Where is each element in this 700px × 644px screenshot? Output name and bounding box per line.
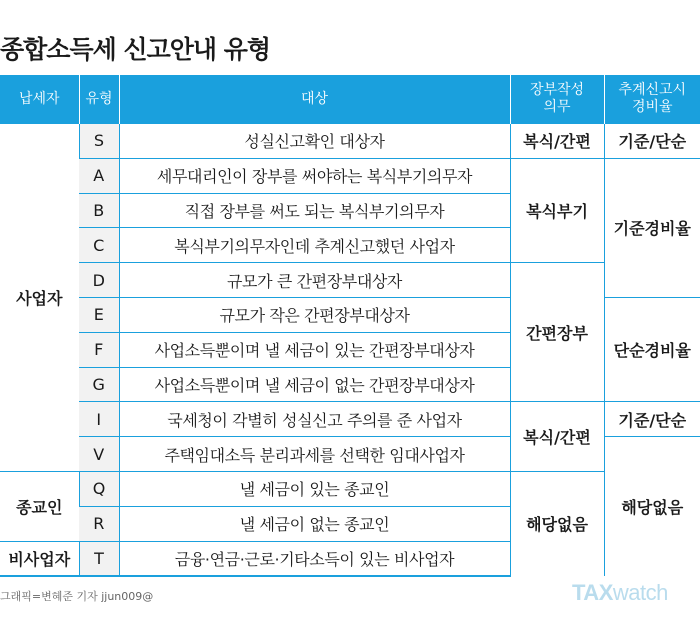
group-non-business: 비사업자 <box>0 541 79 576</box>
type-description: 낼 세금이 없는 종교인 <box>119 506 510 541</box>
type-code: B <box>79 193 119 228</box>
type-description: 사업소득뿐이며 낼 세금이 있는 간편장부대상자 <box>119 332 510 367</box>
type-description: 직접 장부를 써도 되는 복식부기의무자 <box>119 193 510 228</box>
bookkeeping-qrt: 해당없음 <box>510 471 604 575</box>
type-code: I <box>79 402 119 437</box>
bookkeeping-abc: 복식부기 <box>510 158 604 262</box>
type-description: 복식부기의무자인데 추계신고했던 사업자 <box>119 228 510 263</box>
type-description: 세무대리인이 장부를 써야하는 복식부기의무자 <box>119 158 510 193</box>
header-bookkeeping <box>510 75 604 124</box>
bookkeeping-iv: 복식/간편 <box>510 402 604 472</box>
expense-rate-i: 기준/단순 <box>604 402 700 437</box>
header-expense-rate <box>604 75 700 124</box>
type-description: 규모가 큰 간편장부대상자 <box>119 263 510 298</box>
header-type: 유형 <box>79 75 119 124</box>
bookkeeping-dg: 간편장부 <box>510 263 604 402</box>
graphic-credit: 그래픽=변혜준 기자 jjun009@ <box>0 590 154 603</box>
taxwatch-logo <box>572 580 668 606</box>
type-code: G <box>79 367 119 402</box>
tax-type-table <box>0 75 700 577</box>
header-taxpayer: 납세자 <box>0 75 79 124</box>
type-code: Q <box>79 471 119 506</box>
expense-rate-s: 기준/단순 <box>604 124 700 159</box>
expense-rate-vt: 해당없음 <box>604 437 700 576</box>
type-code: A <box>79 158 119 193</box>
table-header-row <box>0 75 700 124</box>
type-description: 국세청이 각별히 성실신고 주의를 준 사업자 <box>119 402 510 437</box>
type-code: T <box>79 541 119 576</box>
type-code: S <box>79 124 119 159</box>
type-description: 사업소득뿐이며 낼 세금이 없는 간편장부대상자 <box>119 367 510 402</box>
page-title: 종합소득세 신고안내 유형 <box>0 35 271 64</box>
type-description: 주택임대소득 분리과세를 선택한 임대사업자 <box>119 437 510 472</box>
group-religious: 종교인 <box>0 471 79 541</box>
header-target: 대상 <box>119 75 510 124</box>
logo-watch-text: watch <box>612 580 668 605</box>
type-description: 금융·연금·근로·기타소득이 있는 비사업자 <box>119 541 510 576</box>
type-description: 성실신고확인 대상자 <box>119 124 510 159</box>
type-code: D <box>79 263 119 298</box>
type-code: R <box>79 506 119 541</box>
type-code: E <box>79 297 119 332</box>
type-code: F <box>79 332 119 367</box>
expense-rate-eg: 단순경비율 <box>604 297 700 401</box>
bookkeeping-s: 복식/간편 <box>510 124 604 159</box>
header-expense-rate-label: 추계신고시 경비율 <box>618 82 687 115</box>
table-row <box>0 124 700 159</box>
header-bookkeeping-label: 장부작성 의무 <box>529 82 585 115</box>
type-description: 낼 세금이 있는 종교인 <box>119 471 510 506</box>
table-row <box>0 158 700 193</box>
type-description: 규모가 작은 간편장부대상자 <box>119 297 510 332</box>
group-business: 사업자 <box>0 124 79 472</box>
table-row <box>0 402 700 437</box>
type-code: V <box>79 437 119 472</box>
type-code: C <box>79 228 119 263</box>
table-row <box>0 471 700 506</box>
logo-tax-text: TAX <box>572 580 613 605</box>
table-row <box>0 263 700 298</box>
expense-rate-ad: 기준경비율 <box>604 158 700 297</box>
